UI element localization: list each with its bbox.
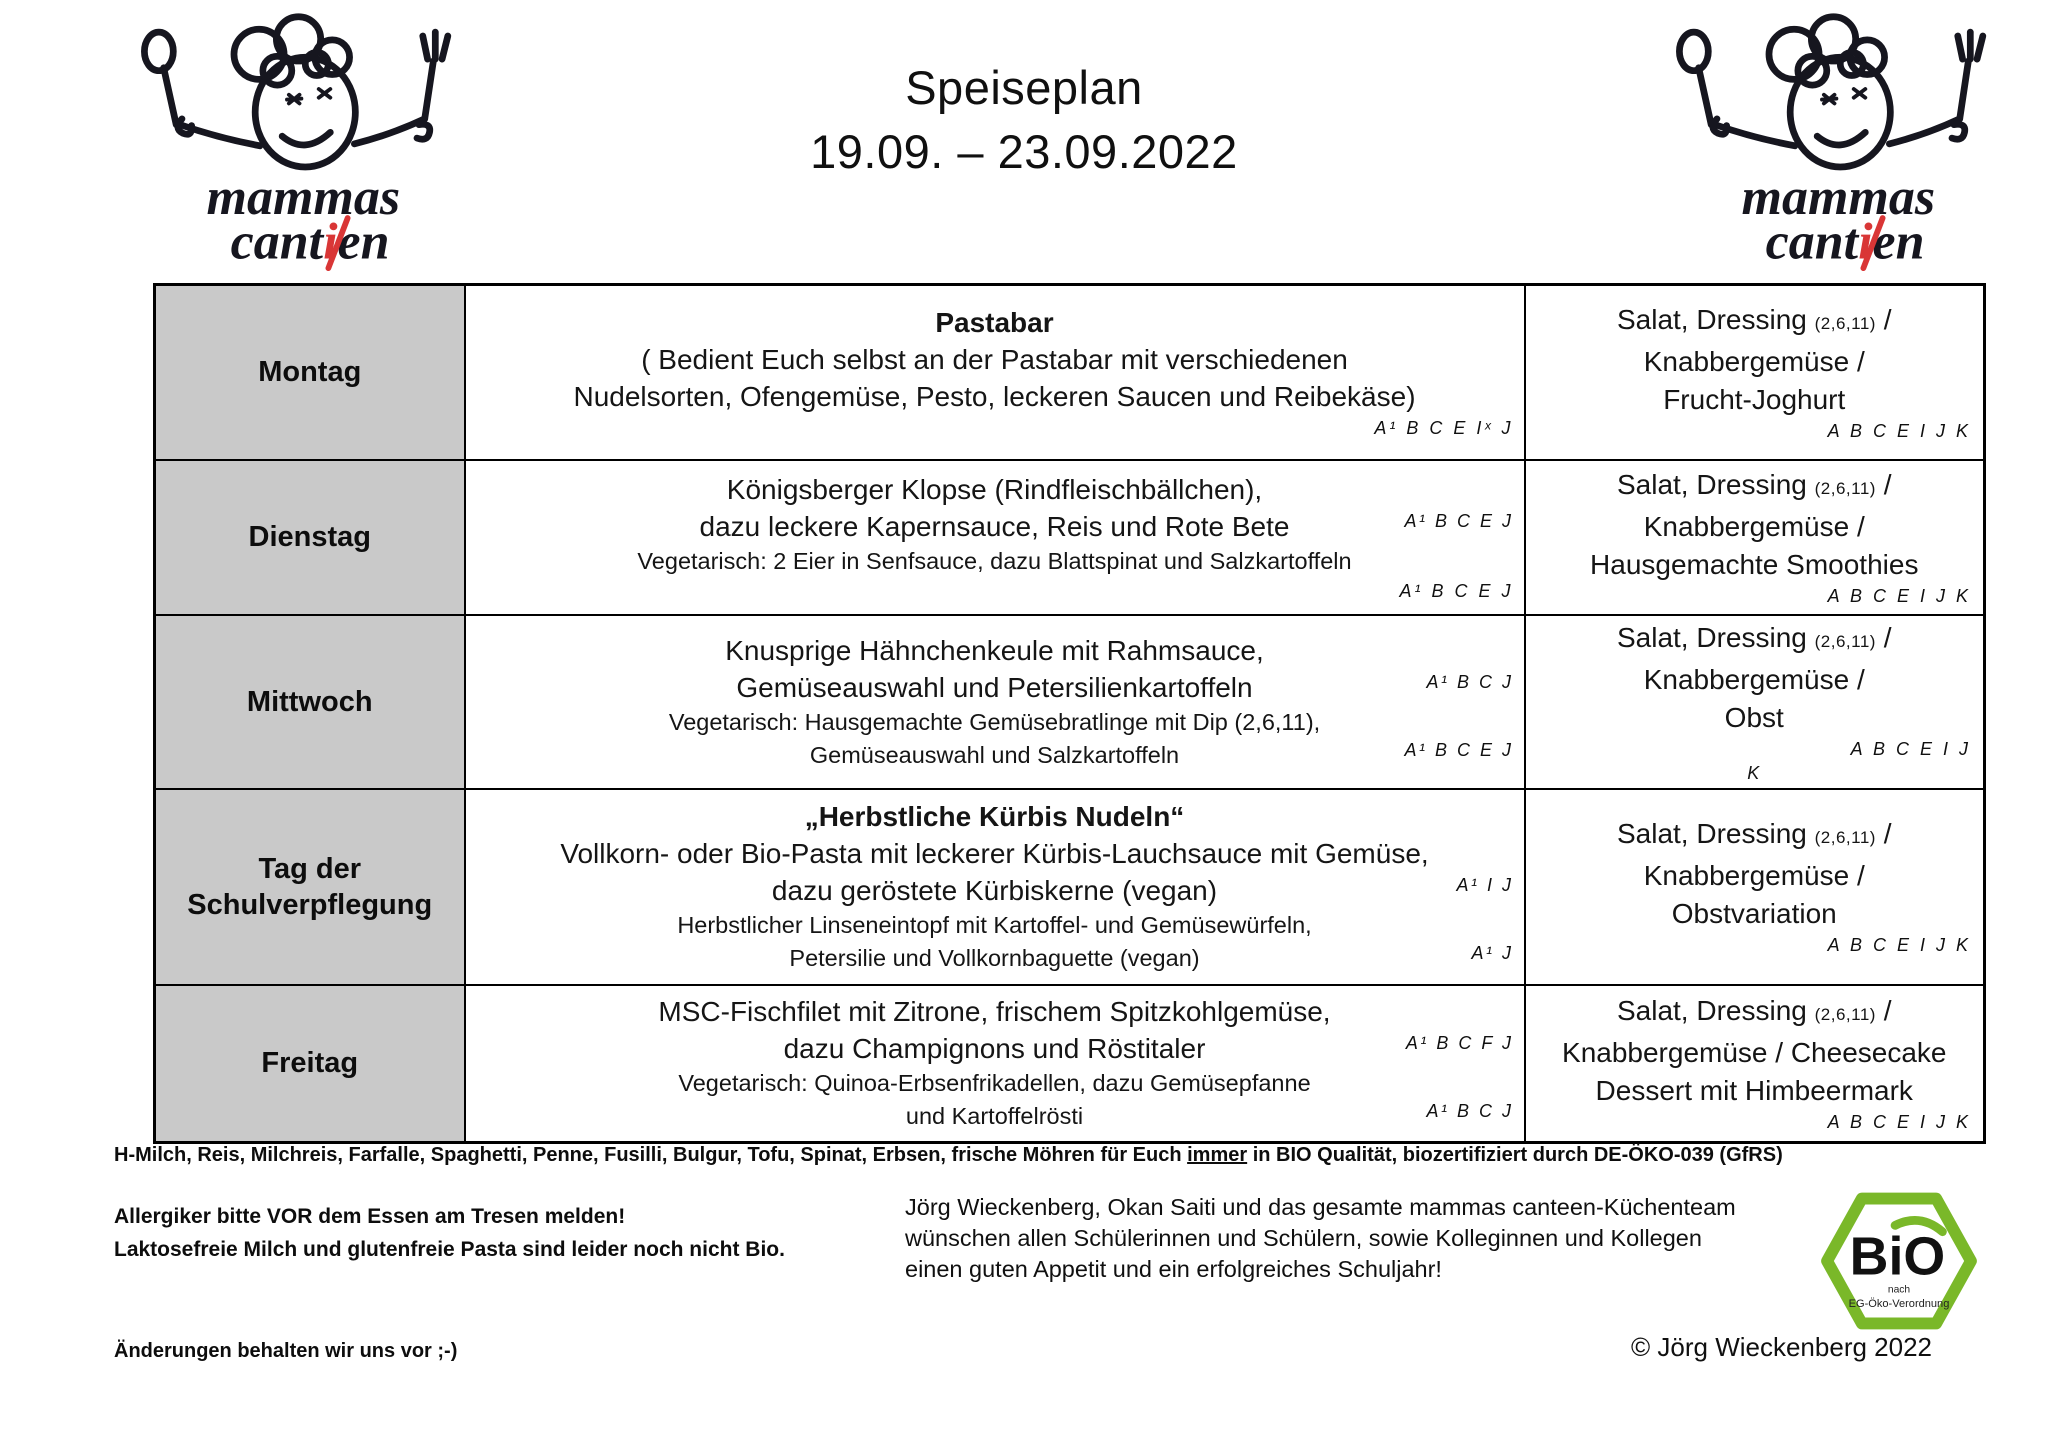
dish-title: Pastabar: [935, 306, 1054, 338]
vegan-line: Herbstlicher Linseneintopf mit Kartoffel- und Gemüsewürfeln,: [677, 912, 1312, 938]
dressing-allergens: (2,6,11): [1814, 478, 1876, 498]
dish-line: Vollkorn- oder Bio-Pasta mit leckerer Kürbis-Lauchsauce mit Gemüse,: [560, 838, 1429, 869]
dish-line: Nudelsorten, Ofengemüse, Pesto, leckeren Saucen und Reibekäse): [573, 380, 1416, 412]
side-line: Dessert mit Himbeermark: [1595, 1074, 1913, 1106]
side-line: Knabbergemüse /: [1643, 860, 1865, 891]
team-message-line: wünschen allen Schülerinnen und Schülern, sowie Kolleginnen und Kollegen: [905, 1225, 1702, 1251]
bio-sub2: EG-Öko-Verordnung: [1848, 1297, 1950, 1310]
vegetarian-line: Vegetarisch: 2 Eier in Senfsauce, dazu Blattspinat und Salzkartoffeln: [637, 547, 1352, 574]
side-line: Knabbergemüse /: [1643, 663, 1865, 695]
left-eye: [1822, 95, 1836, 104]
fork-icon: [1958, 36, 1963, 59]
fork-icon: [1960, 61, 1969, 119]
copyright: © Jörg Wieckenberg 2022: [1631, 1332, 1932, 1362]
dish-title: „Herbstliche Kürbis Nudeln“: [804, 801, 1185, 832]
dish-line: Knusprige Hähnchenkeule mit Rahmsauce,: [725, 634, 1264, 666]
page-title: Speiseplan: [905, 61, 1143, 114]
side-line: Hausgemachte Smoothies: [1590, 548, 1919, 580]
vor-emphasis: VOR: [266, 1205, 313, 1228]
logo-red-letter: i: [323, 213, 338, 271]
day-label-montag: Montag: [155, 285, 465, 460]
dressing-allergens: (2,6,11): [1814, 1004, 1876, 1024]
menu-row-mittwoch: [155, 615, 1985, 789]
side-line: Salat, Dressing (2,6,11) /: [1616, 994, 1892, 1026]
side-line: Salat, Dressing (2,6,11) /: [1616, 303, 1892, 335]
changes-note: Änderungen behalten wir uns vor ;-): [114, 1340, 458, 1362]
bio-hexagon-seal-icon: [1816, 1176, 1982, 1346]
allergy-line-1: Allergiker bitte VOR dem Essen am Tresen melden!: [114, 1205, 626, 1228]
allergen-codes: A¹ B C E J: [1404, 739, 1514, 760]
allergen-codes: A¹ B C E Iˣ J: [1374, 417, 1514, 438]
logo-red-letter: i: [1858, 213, 1873, 271]
allergen-code-k: K: [1747, 762, 1762, 783]
dish-line: Königsberger Klopse (Rindfleischbällchen),: [726, 473, 1263, 505]
side-line: Knabbergemüse /: [1643, 510, 1865, 542]
side-menu-montag: [1525, 285, 1985, 460]
logo-word-mammas: mammas: [1741, 169, 1936, 227]
allergen-codes: A B C E I J K: [1827, 585, 1971, 606]
dish-line: Gemüseauswahl und Petersilienkartoffeln A¹ B C J: [474, 669, 1516, 706]
logo-word-cantien: cantien: [230, 213, 390, 271]
side-line: Obstvariation: [1671, 898, 1837, 929]
allergen-codes: A B C E I J K: [1827, 935, 1971, 955]
side-line: Frucht-Joghurt: [1663, 383, 1846, 415]
bio-word: BiO: [1849, 1226, 1946, 1287]
dressing-allergens: (2,6,11): [1814, 828, 1876, 847]
side-menu-dienstag: [1525, 460, 1985, 615]
head: [1790, 57, 1890, 167]
bio-seal: [1816, 1176, 1982, 1346]
allergen-codes: A¹ I J: [1456, 875, 1514, 895]
day-label-dienstag: Dienstag: [155, 460, 465, 615]
menu-row-dienstag: [155, 460, 1985, 615]
vegetarian-line: Vegetarisch: Quinoa-Erbsenfrikadellen, dazu Gemüsepfanne: [678, 1070, 1311, 1097]
smile: [1817, 132, 1865, 145]
team-message: [905, 1192, 1736, 1285]
menu-row-freitag: [155, 985, 1985, 1143]
menu-table: [153, 283, 1986, 1144]
team-message-line: einen guten Appetit und ein erfolgreiches Schuljahr!: [905, 1256, 1442, 1282]
allergen-codes: A B C E I J: [1850, 738, 1971, 759]
allergen-codes: A¹ B C F J: [1405, 1033, 1514, 1054]
menu-row-tag-der-schulverpflegung: [155, 789, 1985, 985]
right-arm: [1889, 119, 1959, 144]
allergy-note: [114, 1200, 785, 1266]
allergen-codes: A¹ B C J: [1426, 1101, 1514, 1122]
main-menu-dienstag: [465, 460, 1525, 615]
side-menu-mittwoch: [1525, 615, 1985, 789]
bio-sub1: nach: [1887, 1284, 1911, 1296]
vegetarian-line: und Kartoffelrösti A¹ B C J: [474, 1100, 1516, 1133]
main-menu-freitag: [465, 985, 1525, 1143]
side-line: Salat, Dressing (2,6,11) /: [1616, 468, 1892, 500]
mammas-canteen-figure-icon: [1645, 10, 1997, 272]
day-label-freitag: Freitag: [155, 985, 465, 1143]
logo-word-cantien: cantien: [1765, 213, 1925, 271]
allergen-codes: A B C E I J K: [1827, 420, 1971, 441]
vegetarian-line: Vegetarisch: Hausgemachte Gemüsebratlinge mit Dip (2,6,11),: [668, 708, 1321, 735]
allergen-codes: A¹ B C E J: [1399, 580, 1514, 601]
side-line: Knabbergemüse / Cheesecake: [1562, 1036, 1947, 1068]
logo-word-mammas: mammas: [206, 169, 401, 227]
side-line: Knabbergemüse /: [1643, 345, 1865, 377]
dressing-allergens: (2,6,11): [1814, 313, 1876, 333]
allergen-codes: A¹ B C J: [1426, 671, 1514, 692]
dish-line: dazu Champignons und Röstitaler A¹ B C F J: [474, 1030, 1516, 1067]
day-label-schulverpflegung: Tag der Schulverpflegung: [155, 789, 465, 985]
allergen-codes: A¹ J: [1471, 943, 1514, 963]
spoon-icon: [1679, 32, 1708, 71]
dish-line: ( Bedient Euch selbst an der Pastabar mit verschiedenen: [641, 343, 1348, 375]
team-message-line: Jörg Wieckenberg, Okan Saiti und das gesamte mammas canteen-Küchenteam: [905, 1194, 1736, 1220]
day-label-mittwoch: Mittwoch: [155, 615, 465, 789]
mammas-canteen-logo-right: [1645, 10, 1997, 272]
spoon-icon: [1699, 68, 1712, 125]
side-line: Salat, Dressing (2,6,11) /: [1616, 818, 1892, 849]
main-menu-mittwoch: [465, 615, 1525, 789]
allergen-codes: A¹ B C E J: [1404, 510, 1514, 531]
side-line: Salat, Dressing (2,6,11) /: [1616, 621, 1892, 653]
dressing-allergens: (2,6,11): [1814, 631, 1876, 651]
right-eye: [1854, 89, 1866, 98]
vegetarian-line: Gemüseauswahl und Salzkartoffeln A¹ B C E J: [474, 739, 1516, 772]
vegan-line: Petersilie und Vollkornbaguette (vegan) A¹ J: [474, 942, 1516, 975]
dish-line: dazu geröstete Kürbiskerne (vegan) A¹ I J: [474, 872, 1516, 909]
side-line: Obst: [1724, 701, 1784, 733]
allergy-line-2: Laktosefreie Milch und glutenfreie Pasta sind leider noch nicht Bio.: [114, 1238, 785, 1261]
underlined-immer: immer: [1187, 1144, 1248, 1166]
main-menu-schulverpflegung: [465, 789, 1525, 985]
date-range: 19.09. – 23.09.2022: [810, 125, 1238, 178]
side-menu-schulverpflegung: [1525, 789, 1985, 985]
side-menu-freitag: [1525, 985, 1985, 1143]
right-hand: [1952, 124, 1965, 139]
dish-line: dazu leckere Kapernsauce, Reis und Rote Bete A¹ B C E J: [474, 508, 1516, 545]
menu-row-montag: [155, 285, 1985, 460]
fork-icon: [1977, 36, 1983, 59]
dish-line: MSC-Fischfilet mit Zitrone, frischem Spitzkohlgemüse,: [658, 996, 1331, 1028]
bio-ingredients-note: H-Milch, Reis, Milchreis, Farfalle, Spaghetti, Penne, Fusilli, Bulgur, Tofu, Spinat, Erbsen, frische Möhren für Euch immer in BIO Qualität, biozertifiziert durch DE-ÖKO-039 (GfRS): [114, 1144, 1783, 1166]
allergen-codes: A B C E I J K: [1827, 1111, 1971, 1132]
main-menu-montag: [465, 285, 1525, 460]
